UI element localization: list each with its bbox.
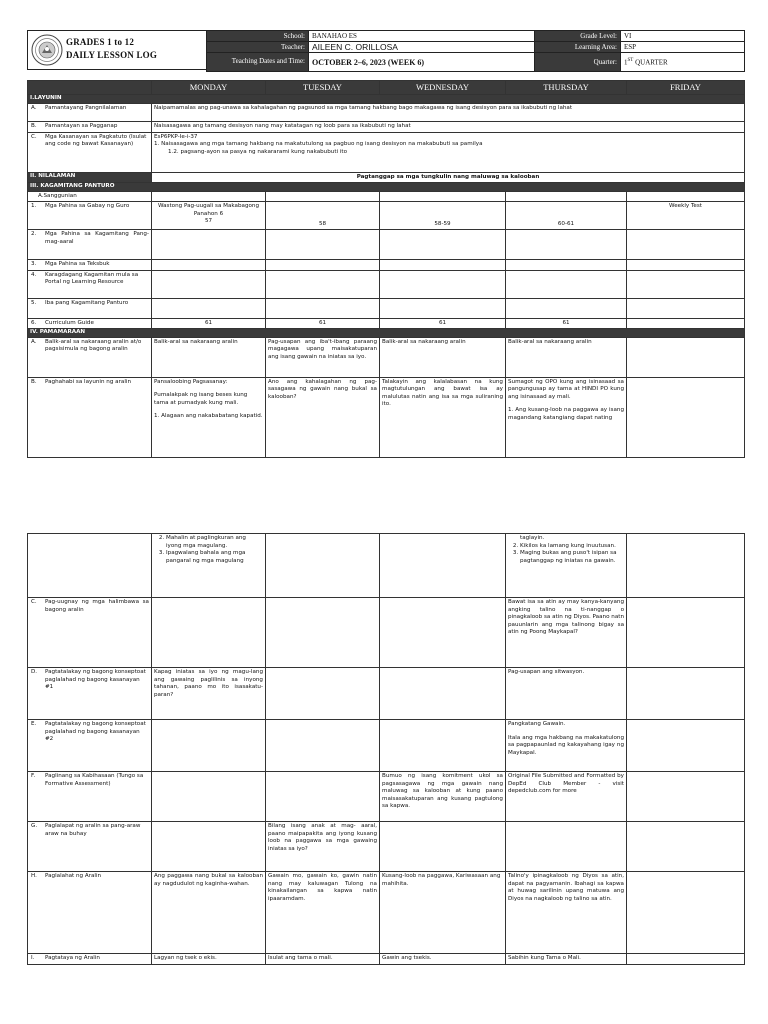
header-info-grid: [206, 30, 745, 72]
curriculum-guide-monday: 61: [152, 318, 266, 329]
row-label: Pag-uugnay ng mga halimbawa sa bagong aralin: [45, 599, 149, 613]
row-label: Pamantayang Pangnilalaman: [45, 105, 127, 112]
row-label: Iba pang Kagamitang Panturo: [45, 299, 129, 306]
section-kagamitan: III. KAGAMITANG PANTURO: [28, 183, 745, 192]
table-row: A. Pamantayang Pangnilalaman Naipamamalas ang pag-unawa sa kahalagahan ng pagsunod sa mga tamang hakbang bago makagawa ng isang desisyon para sa ikabubuti ng lahat: [28, 104, 745, 122]
deped-seal-icon: [31, 34, 63, 66]
table-row: 4. Karagdagang Kagamitan mula sa Portal ng Learning Resource: [28, 270, 745, 298]
curriculum-guide-tuesday: 61: [266, 318, 380, 329]
title-line-2: DAILY LESSON LOG: [66, 50, 158, 60]
day-thursday: THURSDAY: [506, 81, 627, 95]
title-block: [27, 30, 207, 70]
row-label: Curriculum Guide: [45, 319, 94, 326]
kasanayan-value: [152, 132, 745, 172]
pamantayan-sa-pagganap-value: Naisasagawa ang tamang desisyon nang may katatagan ng loob para sa ikabubuti ng lahat: [152, 122, 745, 133]
paglinang-wednesday: Bumuo ng isang komitment ukol sa pagsasagawa ng mga gawain nang maluwag sa kalooban at kung paano maisasakatuparan ang kusang pagtulong sa kapwa.: [380, 772, 506, 822]
grade-level-label: Grade Level:: [535, 31, 621, 42]
competency-item-1: 1. Naisasagawa ang mga tamang hakbang na makatutulong sa pagbuo ng isang desisyon na makabubuti sa pamilya: [154, 141, 483, 148]
section-nilalaman: II. NILALAMAN: [28, 172, 152, 183]
day-wednesday: WEDNESDAY: [380, 81, 506, 95]
row-label: Pagtatalakay ng bagong konseptoat paglalahad ng bagong kasanayan #1: [45, 669, 146, 691]
paghahabi-wednesday: Talakayin ang kalalabasan na kung magtutulungan ang bawat isa ay malulutas natin ang isa sa mga suliraning ito.: [380, 377, 506, 457]
pagtataya-monday: Lagyan ng tsek o ekis.: [152, 954, 266, 965]
balik-aral-monday: Balik-aral sa nakaraang aralin: [152, 337, 266, 377]
table-row: D. Pagtatalakay ng bagong konseptoat paglalahad ng bagong kasanayan #1 Kapag iniatas sa iyo ng magu-lang ang gawaing paglilinis sa inyong tahanan, paano mo ito isasakatu- paran? Pag-usapan ang sitwasyon.: [28, 668, 745, 720]
paglalahat-tuesday: Gawain mo, gawain ko, gawin natin nang may kaluwagan Tulong na kinakailangan sa kapwa natin ipaaramdam.: [266, 872, 380, 954]
row-label: Paglalahat ng Aralin: [45, 873, 102, 879]
competency-code: EsP6PKP-Ie-i-37: [154, 133, 198, 140]
row-label: Paglinang sa Kabihasaan (Tungo sa Formative Assessment): [45, 773, 144, 787]
table-row: B. Paghahabi sa layunin ng aralin Pansaloobing Pagsasanay: Pumalakpak ng isang beses kung tama at pumadyak kung mali. 1. Alagaan ang nakababatang kapatid. Ano ang kahalagahan ng pag-sasagawa ng gawain nang bukal sa kalooban? Talakayin ang kalalabasan na kung magtutulungan ang bawat isa ay malulutas natin ang isa sa mga suliraning ito. Sumagot ng OPO kung ang isinasaad sa pangungusap ay tama at HINDI PO kung ang isinasaad ay mali. 1. Ang kusang-loob na paggawa ay isang magandang katangiang dapat nating: [28, 377, 745, 457]
paglalahat-thursday: Talino'y ipinagkaloob ng Diyos sa atin, dapat na pagyamanin. Ibahagi sa kapwa at huwag sarilinin upang matuwa ang Diyos na nagkaloob ng talino sa atin.: [506, 872, 627, 954]
paghahabi-tuesday: Ano ang kahalagahan ng pag-sasagawa ng gawain nang bukal sa kalooban?: [266, 377, 380, 457]
day-tuesday: TUESDAY: [266, 81, 380, 95]
quarter-suffix: ST: [627, 57, 634, 63]
teacher-value: AILEEN C. ORILLOSA: [309, 42, 535, 53]
table-row: 5. Iba pang Kagamitang Panturo: [28, 298, 745, 318]
row-label: Pagtataya ng Aralin: [45, 955, 100, 961]
paglalahat-monday: Ang paggawa nang bukal sa kalooban ay nagdudulot ng kaginha-wahan.: [152, 872, 266, 954]
table-row: C. Mga Kasanayan sa Pagkatuto (Isulat ang code ng bawat Kasanayan) EsP6PKP-Ie-i-37 1. Naisasagawa ang mga tamang hakbang na makatutulong sa pagbuo ng isang desisyon na makabubuti sa pamilya 1.2. pagsang-ayon sa pasya ng nakararami kung nakabubuti ito: [28, 132, 745, 172]
lesson-log-table-part-2: [27, 533, 745, 965]
table-row: E. Pagtatalakay ng bagong konseptoat paglalahad ng bagong kasanayan #2 Pangkatang Gawain. Itala ang mga hakbang na makakatulong sa pagpapaunlad ng kakayahang igay ng Maykapal.: [28, 720, 745, 772]
gabay-ng-guro-thursday: 60-61: [506, 202, 627, 230]
row-label: A.Sanggunian: [28, 191, 152, 202]
day-header-row: [28, 81, 745, 95]
balik-aral-wednesday: Balik-aral sa nakaraang aralin: [380, 337, 506, 377]
gabay-ng-guro-monday-page: 57: [204, 218, 213, 225]
pagtatalakay-1-monday: Kapag iniatas sa iyo ng magu-lang ang gawaing paglilinis sa inyong tahanan, paano mo ito isasakatu- paran?: [152, 668, 266, 720]
paghahabi-monday-instruction: Pumalakpak ng isang beses kung tama at pumadyak kung mali.: [154, 392, 248, 406]
row-label: Mga Kasanayan sa Pagkatuto (Isulat ang code ng bawat Kasanayan): [45, 133, 147, 148]
curriculum-guide-wednesday: 61: [380, 318, 506, 329]
school-value: BANAHAO ES: [309, 31, 535, 42]
nilalaman-value: Pagtanggap sa mga tungkulin nang maluwag sa kalooban: [152, 172, 745, 183]
quarter-value: [621, 53, 745, 72]
paglalahat-wednesday: Kusang-loob na paggawa, Kariwasaan ang mahihita.: [380, 872, 506, 954]
section-pamamaraan: IV. PAMAMARAAN: [28, 329, 745, 338]
pagtatalakay-1-thursday: Pag-usapan ang sitwasyon.: [506, 668, 627, 720]
learning-area-value: ESP: [621, 42, 745, 53]
paghahabi-thursday-item-1: 1. Ang kusang-loob na paggawa ay isang magandang katangiang dapat nating: [508, 407, 624, 422]
paglalapat-tuesday: Bilang isang anak at mag- aaral, paano maipapakita ang iyong kusang loob na paggawa sa mga gawaing iniatas sa iyo?: [266, 822, 380, 872]
quarter-label: Quarter:: [535, 53, 621, 72]
table-row: F. Paglinang sa Kabihasaan (Tungo sa Formative Assessment) Bumuo ng isang komitment ukol sa pagsasagawa ng mga gawain nang maluwag sa kalooban at kung paano maisasakatuparan ang kusang pagtulong sa kapwa. Original File Submitted and Formatted by DepEd Club Member - visit depedclub.com for more: [28, 772, 745, 822]
table-row: C. Pag-uugnay ng mga halimbawa sa bagong aralin Bawat isa sa atin ay may kanya-kanyang angking talino na ti-nanggap o pinagkaloob sa atin ng Diyos. Paano natn pauunlarin ang mga talinong bigay sa atin ng Poong Maykapal?: [28, 598, 745, 668]
quarter-number: 1: [624, 58, 628, 67]
pagtataya-tuesday: Isulat ang tama o mali.: [266, 954, 380, 965]
pagtatalakay-2-thursday-body: Itala ang mga hakbang na makakatulong sa pagpapaunlad ng kakayahang igay ng Maykapal.: [508, 734, 624, 756]
list-item: 3. Ipagwalang bahala ang mga pangaral ng mga magulang: [166, 550, 263, 565]
competency-item-2: 1.2. pagsang-ayon sa pasya ng nakararami kung nakabubuti ito: [168, 148, 348, 155]
row-label: Karagdagang Kagamitan mula sa Portal ng Learning Resource: [45, 271, 139, 286]
pamantayang-pangnilalaman-value: Naipamamalas ang pag-unawa sa kahalagahan ng pagsunod sa mga tamang hakbang bago makagawa ng isang desisyon para sa ikabubuti ng lahat: [152, 104, 745, 122]
dates-value: OCTOBER 2–6, 2023 (WEEK 6): [309, 53, 535, 72]
table-row: A. Balik-aral sa nakaraang aralin at/o pagsisimula ng bagong aralin Balik-aral sa nakaraang aralin Pag-usapan ang iba't-ibang paraang magagawa upang maisakatuparan ang isang gawain na iniatas sa iyo. Balik-aral sa nakaraang aralin Balik-aral sa nakaraang aralin: [28, 337, 745, 377]
paglinang-thursday: Original File Submitted and Formatted by DepEd Club Member - visit depedclub.com for more: [506, 772, 627, 822]
dates-label: Teaching Dates and Time:: [207, 53, 309, 72]
curriculum-guide-thursday: 61: [506, 318, 627, 329]
paghahabi-thursday-list: [508, 543, 624, 566]
table-row: B. Pamantayan sa Pagganap Naisasagawa ang tamang desisyon nang may katatagan ng loob para sa ikabubuti ng lahat: [28, 122, 745, 133]
row-label: Mga Pahina sa Teksbuk: [45, 261, 110, 268]
paghahabi-thursday-instruction: Sumagot ng OPO kung ang isinasaad sa pangungusap ay tama at HINDI PO kung ang isinasaad ay mali.: [508, 378, 624, 400]
pagtatalakay-2-thursday-heading: Pangkatang Gawain.: [508, 721, 566, 727]
learning-area-label: Learning Area:: [535, 42, 621, 53]
pagtataya-thursday: Sabihin kung Tama o Mali.: [506, 954, 627, 965]
list-item: 2. Mahalin at paglingkuran ang iyong mga magulang.: [166, 535, 263, 550]
gabay-ng-guro-friday: Weekly Test: [627, 202, 745, 230]
row-label: Mga Pahina sa Gabay ng Guro: [45, 203, 130, 210]
table-row: G. Paglalapat ng aralin sa pang-araw araw na buhay Bilang isang anak at mag- aaral, paano maipapakita ang iyong kusang loob na paggawa sa mga gawaing iniatas sa iyo?: [28, 822, 745, 872]
grade-level-value: VI: [621, 31, 745, 42]
paghahabi-monday-list: [154, 535, 263, 565]
pagtataya-wednesday: Gawin ang tsekis.: [380, 954, 506, 965]
lesson-log-table-part-1: [27, 80, 745, 458]
row-label: Mga Pahina sa Kagamitang Pang-mag-aaral: [45, 231, 149, 245]
row-label: Paghahabi sa layunin ng aralin: [45, 378, 131, 385]
table-row: 3. Mga Pahina sa Teksbuk: [28, 260, 745, 271]
teacher-label: Teacher:: [207, 42, 309, 53]
table-row: 1. Mga Pahina sa Gabay ng Guro Wastong Pag-uugali sa Makabagong Panahon 6 57 58 58-59 60-61 Weekly Test: [28, 202, 745, 230]
row-label: Paglalapat ng aralin sa pang-araw araw na buhay: [45, 823, 141, 837]
gabay-ng-guro-wednesday: 58-59: [380, 202, 506, 230]
title-line-1: GRADES 1 to 12: [66, 37, 135, 47]
table-row: [28, 191, 745, 202]
day-monday: MONDAY: [152, 81, 266, 95]
row-label: Pagtatalakay ng bagong konseptoat paglalahad ng bagong kasanayan #2: [45, 721, 146, 743]
table-row: 6. Curriculum Guide 61 61 61 61: [28, 318, 745, 329]
table-row: [28, 534, 745, 598]
pag-uugnay-thursday: Bawat isa sa atin ay may kanya-kanyang angking talino na ti-nanggap o pinagkaloob sa atin ng Diyos. Paano natn pauunlarin ang mga talinong bigay sa atin ng Poong Maykapal?: [506, 598, 627, 668]
row-label: Balik-aral sa nakaraang aralin at/o pagsisimula ng bagong aralin: [45, 338, 142, 353]
section-layunin: I.LAYUNIN: [28, 95, 745, 104]
table-row: 2. Mga Pahina sa Kagamitang Pang-mag-aaral: [28, 230, 745, 260]
paghahabi-thursday-continued: taglayin.: [520, 535, 545, 541]
row-label: Pamantayan sa Pagganap: [45, 123, 118, 130]
day-friday: FRIDAY: [627, 81, 745, 95]
balik-aral-thursday: Balik-aral sa nakaraang aralin: [506, 337, 627, 377]
paghahabi-monday-item-1: 1. Alagaan ang nakababatang kapatid.: [154, 413, 263, 420]
quarter-word: QUARTER: [635, 58, 668, 67]
list-item: 3. Maging bukas ang puso't isipan sa pagtanggap ng iniatas na gawain.: [520, 550, 624, 565]
paghahabi-monday-heading: Pansaloobing Pagsasanay:: [154, 378, 228, 385]
gabay-ng-guro-tuesday: 58: [266, 202, 380, 230]
list-item: 2. Kikilos ka lamang kung inuutusan.: [520, 543, 624, 551]
table-row: I. Pagtataya ng Aralin Lagyan ng tsek o ekis. Isulat ang tama o mali. Gawin ang tsekis. Sabihin kung Tama o Mali.: [28, 954, 745, 965]
table-row: H. Paglalahat ng Aralin Ang paggawa nang bukal sa kalooban ay nagdudulot ng kaginha-wahan. Gawain mo, gawain ko, gawin natin nang may kaluwagan Tulong na kinakailangan sa kapwa natin ipaaramdam. Kusang-loob na paggawa, Kariwasaan ang mahihita. Talino'y ipinagkaloob ng Diyos sa atin, dapat na pagyamanin. Ibahagi sa kapwa at huwag sarilinin upang matuwa ang Diyos na nagkaloob ng talino sa atin.: [28, 872, 745, 954]
balik-aral-tuesday: Pag-usapan ang iba't-ibang paraang magagawa upang maisakatuparan ang isang gawain na iniatas sa iyo.: [266, 337, 380, 377]
gabay-ng-guro-monday-title: Wastong Pag-uugali sa Makabagong Panahon 6: [157, 203, 260, 217]
school-label: School:: [207, 31, 309, 42]
